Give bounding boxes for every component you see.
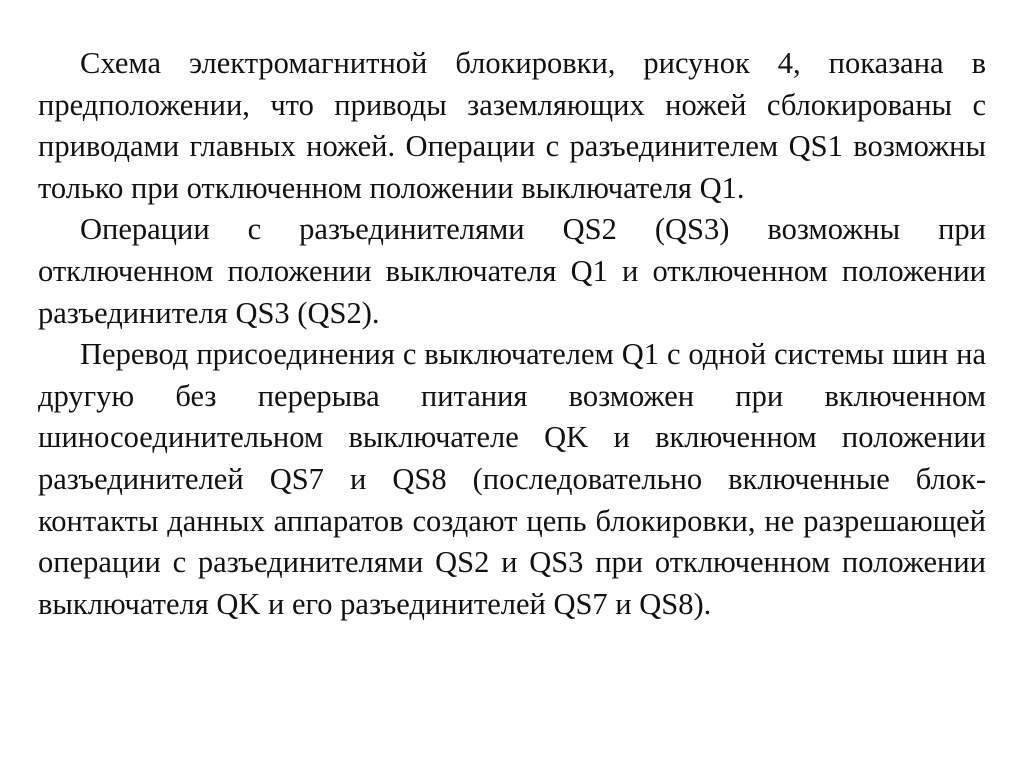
paragraph-3: Перевод присоединения с выключателем Q1 с одной системы шин на другую без перерыва питания возможен при включенном шиносоединительном выключателе QK и включенном положении разъединителей QS7 и QS8 (последовательно включенные блок-контакты данных аппаратов создают цепь блокировки, не разрешающей операции с разъединителями QS2 и QS3 при отключенном положении выключателя QK и его разъединителей QS7 и QS8). xyxy=(38,337,986,621)
paragraph-1: Схема электромагнитной блокировки, рисунок 4, показана в предположении, что приводы заземляющих ножей сблокированы с приводами главных ножей. Операции с разъединителем QS1 возможны только при отключенном положении выключателя Q1. xyxy=(38,46,986,205)
document-body xyxy=(38,43,986,625)
paragraph-2: Операции с разъединителями QS2 (QS3) возможны при отключенном положении выключателя Q1 и отключенном положении разъединителя QS3 (QS2). xyxy=(38,212,986,330)
